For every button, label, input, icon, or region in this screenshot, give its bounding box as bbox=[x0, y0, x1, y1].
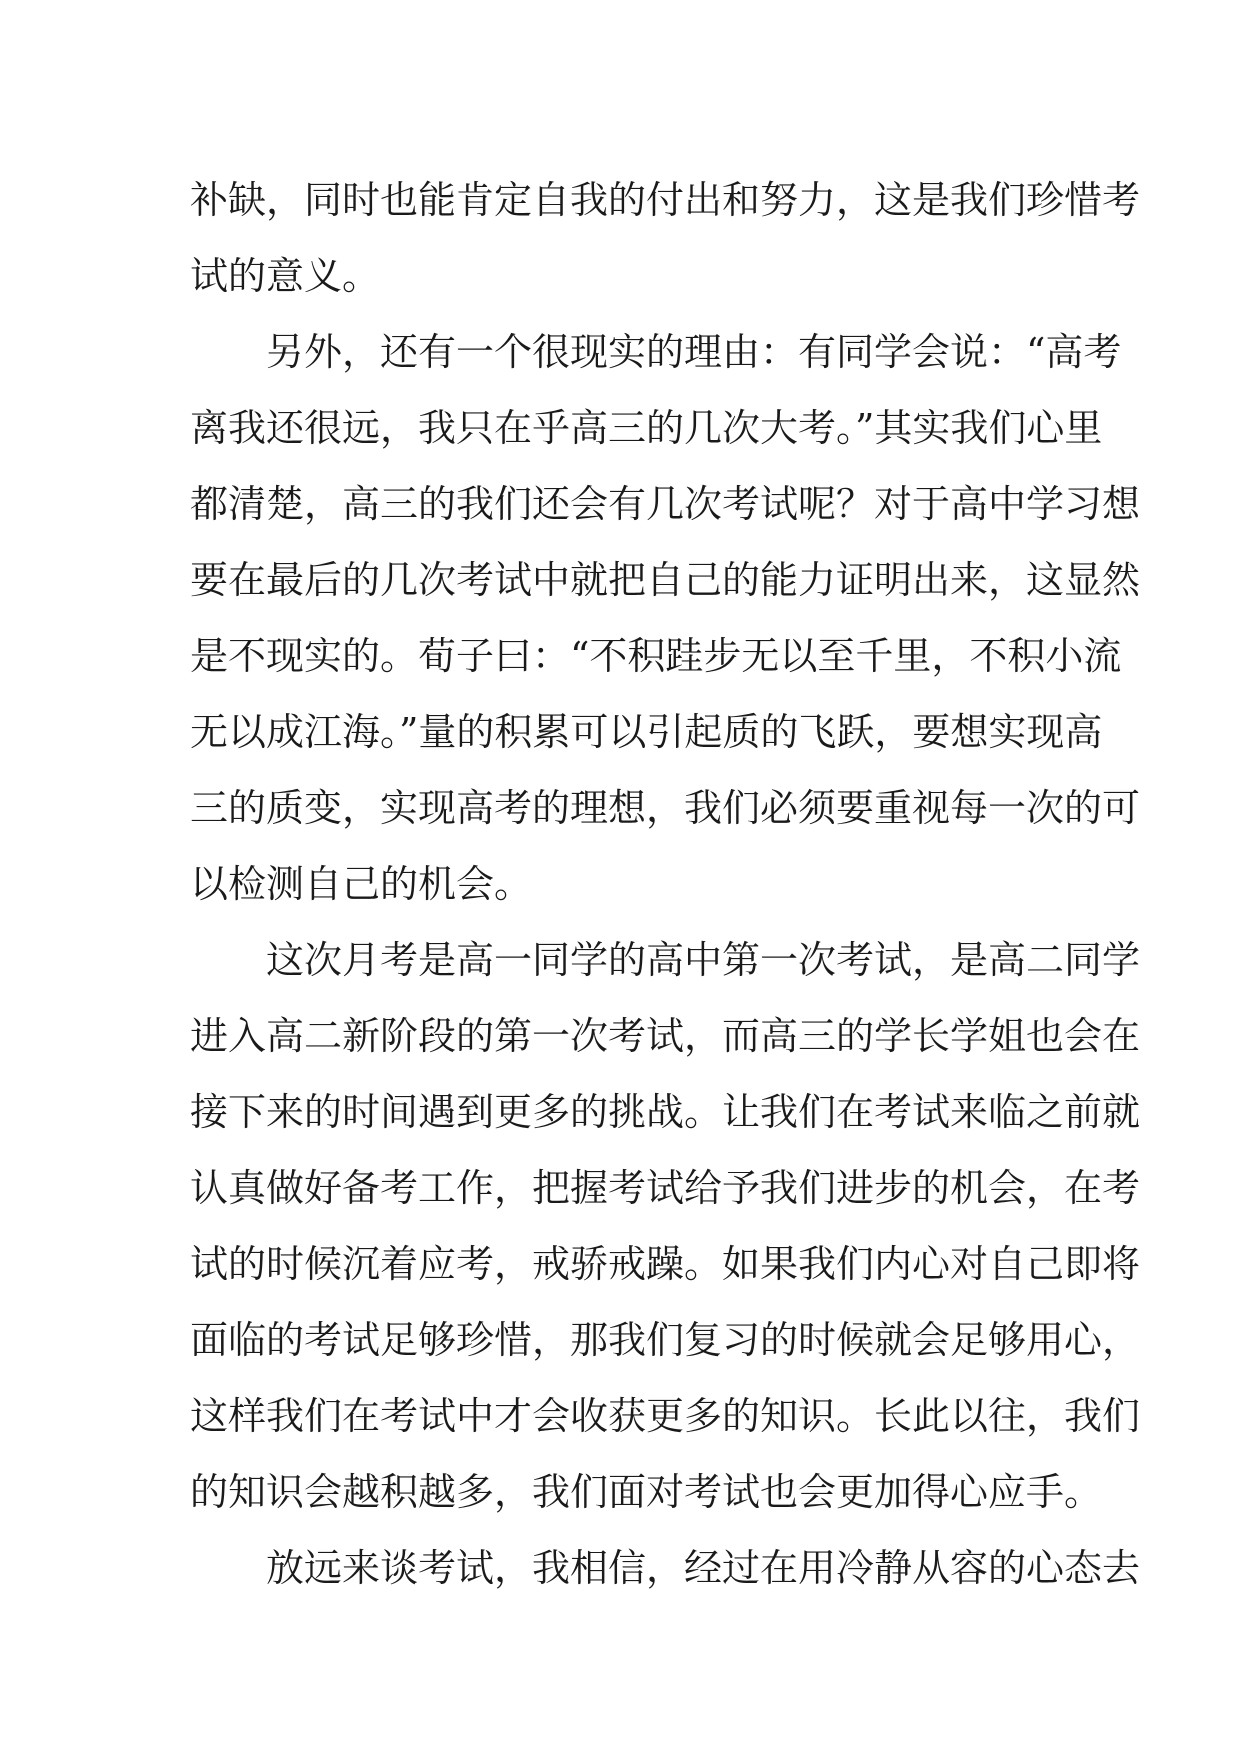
text-line: 三的质变，实现高考的理想，我们必须要重视每一次的可 bbox=[190, 786, 1141, 830]
text-line: 这次月考是高一同学的高中第一次考试，是高二同学 bbox=[190, 938, 1141, 982]
text-line: 是不现实的。荀子曰：“不积跬步无以至千里，不积小流 bbox=[190, 634, 1122, 678]
text-line: 面临的考试足够珍惜，那我们复习的时候就会足够用心， bbox=[190, 1318, 1141, 1362]
text-line: 这样我们在考试中才会收获更多的知识。长此以往，我们 bbox=[190, 1394, 1141, 1438]
text-line: 进入高二新阶段的第一次考试，而高三的学长学姐也会在 bbox=[190, 1014, 1141, 1058]
text-line: 补缺，同时也能肯定自我的付出和努力，这是我们珍惜考 bbox=[190, 178, 1141, 222]
text-line: 以检测自己的机会。 bbox=[190, 862, 533, 906]
text-line: 离我还很远，我只在乎高三的几次大考。”其实我们心里 bbox=[190, 406, 1103, 450]
text-line: 的知识会越积越多，我们面对考试也会更加得心应手。 bbox=[190, 1470, 1103, 1514]
text-line: 都清楚，高三的我们还会有几次考试呢？对于高中学习想 bbox=[190, 482, 1141, 526]
text-line: 要在最后的几次考试中就把自己的能力证明出来，这显然 bbox=[190, 558, 1141, 602]
text-line: 接下来的时间遇到更多的挑战。让我们在考试来临之前就 bbox=[190, 1090, 1141, 1134]
body-text bbox=[190, 162, 1141, 1606]
text-line: 试的意义。 bbox=[190, 254, 381, 298]
text-line: 无以成江海。”量的积累可以引起质的飞跃，要想实现高 bbox=[190, 710, 1103, 754]
text-line: 认真做好备考工作，把握考试给予我们进步的机会，在考 bbox=[190, 1166, 1141, 1210]
text-line: 另外，还有一个很现实的理由：有同学会说：“高考 bbox=[190, 330, 1122, 374]
text-line: 放远来谈考试，我相信，经过在用冷静从容的心态去 bbox=[190, 1546, 1141, 1590]
text-line: 试的时候沉着应考，戒骄戒躁。如果我们内心对自己即将 bbox=[190, 1242, 1141, 1286]
